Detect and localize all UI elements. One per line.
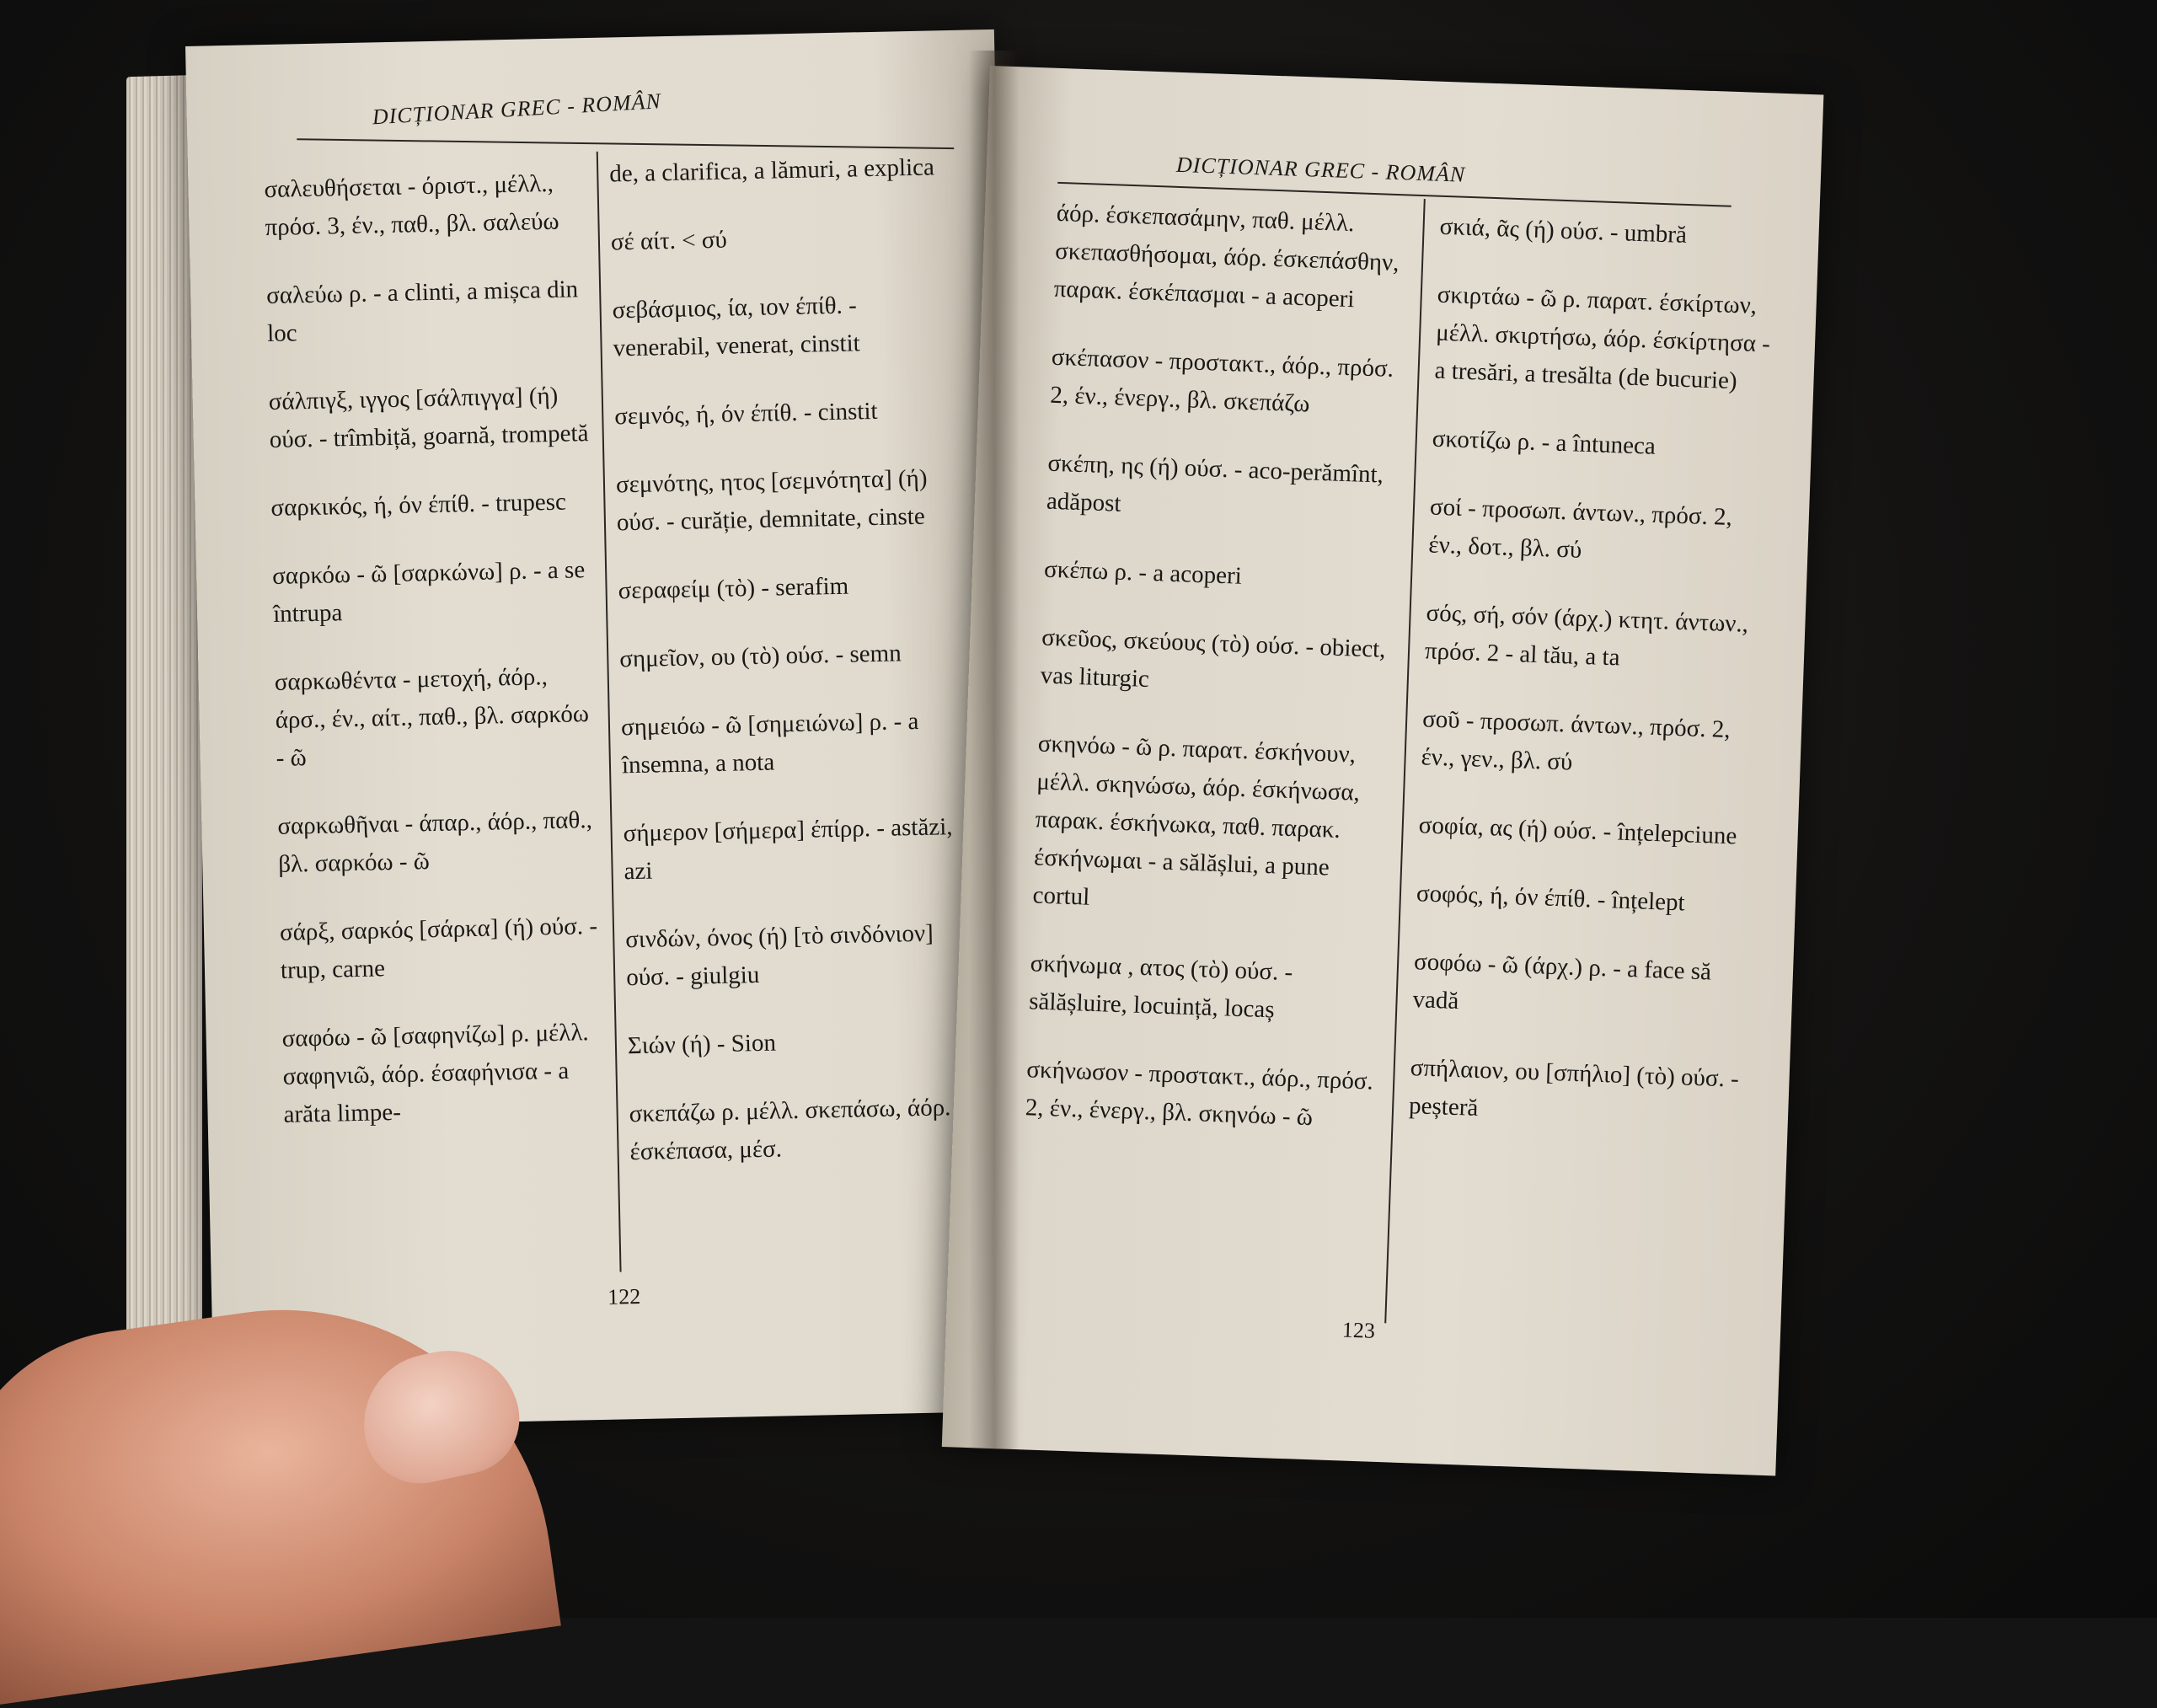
dictionary-entry: σεμνότης, ητος [σεμνότητα] (ή) ούσ. - curăție, demnitate, cinste [615, 464, 928, 537]
dictionary-entry: σκιρτάω - ῶ ρ. παρατ. έσκίρτων, μέλλ. σκιρτήσω, άόρ. έσκίρτησα - a tresări, a tresălta (de bucurie) [1434, 281, 1771, 395]
right-page-column-1 [1024, 195, 1411, 1170]
dictionary-entry: σκήνωσον - προστακτ., άόρ., πρόσ. 2, έν., ένεργ., βλ. σκηνόω - ῶ [1025, 1056, 1374, 1132]
dictionary-entry: σινδών, όνος (ή) [τὸ σινδόνιον] ούσ. - giulgiu [624, 919, 934, 992]
dictionary-entry: σοί - προσωπ. άντων., πρόσ. 2, έν., δοτ., βλ. σύ [1427, 493, 1733, 564]
dictionary-entry: σκέπη, ης (ή) ούσ. - aco-perămînt, adăpost [1046, 449, 1384, 517]
left-page [185, 29, 1023, 1428]
dictionary-entry: σαρκωθῆναι - άπαρ., άόρ., παθ., βλ. σαρκόω - ῶ [277, 806, 593, 878]
dictionary-entry: σέ αίτ. < σύ [610, 226, 728, 256]
dictionary-entry: σεβάσμιος, ία, ιον έπίθ. - venerabil, venerat, cinstit [612, 292, 860, 362]
dictionary-entry: σαρκικός, ή, όν έπίθ. - trupesc [270, 488, 567, 522]
dictionary-entry: Σιών (ή) - Sion [627, 1029, 777, 1060]
dictionary-entry: σοφόω - ῶ (άρχ.) ρ. - a face să vadă [1412, 948, 1712, 1015]
left-page-column-1 [264, 164, 605, 1165]
dictionary-entry: σοῦ - προσωπ. άντων., πρόσ. 2, έν., γεν., βλ. σύ [1421, 705, 1731, 776]
dictionary-entry: σκέπασον - προστακτ., άόρ., πρόσ. 2, έν., ένεργ., βλ. σκεπάζω [1049, 343, 1394, 418]
dictionary-entry: σαλεύω ρ. - a clinti, a mișca din loc [265, 276, 579, 348]
dictionary-entry: σός, σή, σόν (άρχ.) κτητ. άντων., πρόσ. 2 - al tău, a ta [1424, 599, 1749, 672]
dictionary-entry: σκιά, ᾶς (ή) ούσ. - umbră [1439, 212, 1688, 249]
dictionary-entry: άόρ. έσκεπασάμην, παθ. μέλλ. σκεπασθήσομαι, άόρ. έσκεπάσθην, παρακ. έσκέπασμαι - a acoperi [1053, 199, 1400, 313]
left-header-rule [297, 138, 954, 149]
dictionary-entry: de, a clarifica, a lămuri, a explica [608, 153, 935, 188]
dictionary-entry: σκοτίζω ρ. - a întuneca [1432, 425, 1657, 460]
dictionary-entry: σκεῦος, σκεύους (τὸ) ούσ. - obiect, vas liturgic [1040, 624, 1387, 693]
page-number: 123 [1341, 1317, 1376, 1343]
right-page-column-2 [1407, 208, 1777, 1167]
dictionary-entry: σημειόω - ῶ [σημειώνω] ρ. - a însemna, a nota [620, 707, 919, 779]
left-page-header: DICȚIONAR GREC - ROMÂN [372, 88, 662, 130]
right-page-header: DICȚIONAR GREC - ROMÂN [1175, 152, 1466, 187]
book-gutter-shadow [969, 51, 1020, 1449]
dictionary-entry: σαφόω - ῶ [σαφηνίζω] ρ. μέλλ. σαφηνιῶ, άόρ. έσαφήνισα - a arăta limpe- [281, 1019, 589, 1128]
dictionary-entry: σοφός, ή, όν έπίθ. - înțelept [1416, 880, 1686, 917]
dictionary-entry: σάλπιγξ, ιγγος [σάλπιγγα] (ή) ούσ. - trîmbiță, goarnă, trompetă [268, 382, 589, 454]
dictionary-entry: σαλευθήσεται - όριστ., μέλλ., πρόσ. 3, έν., παθ., βλ. σαλεύω [264, 169, 559, 242]
dictionary-entry: σκηνόω - ῶ ρ. παρατ. έσκήνουν, μέλλ. σκηνώσω, άόρ. έσκήνωσα, παρακ. έσκήνωκα, παθ. παρακ. έσκήνωμαι - a sălășlui, a pune cortul [1032, 730, 1361, 911]
dictionary-entry: σοφία, ας (ή) ούσ. - înțelepciune [1418, 811, 1737, 850]
dictionary-entry: σπήλαιον, ου [σπήλιο] (τὸ) ούσ. - peșteră [1408, 1054, 1740, 1122]
dictionary-entry: σάρξ, σαρκός [σάρκα] (ή) ούσ. - trup, carne [279, 912, 598, 984]
dictionary-entry: σκήνωμα , ατος (τὸ) ούσ. - sălășluire, locuință, locaș [1028, 950, 1293, 1024]
dictionary-entry: σαρκωθέντα - μετοχή, άόρ., άρσ., έν., αίτ., παθ., βλ. σαρκόω - ῶ [274, 663, 590, 772]
dictionary-entry: σεραφείμ (τὸ) - serafim [618, 572, 849, 605]
page-number: 122 [607, 1284, 641, 1309]
dictionary-entry: σαρκόω - ῶ [σαρκώνω] ρ. - a se întrupa [271, 556, 586, 628]
dictionary-entry: σημεῖον, ου (τὸ) ούσ. - semn [619, 640, 902, 673]
dictionary-entry: σκέπω ρ. - a acoperi [1043, 555, 1243, 590]
dictionary-entry: σκεπάζω ρ. μέλλ. σκεπάσω, άόρ. έσκέπασα, μέσ. [629, 1094, 951, 1166]
left-page-column-2 [609, 148, 968, 1202]
dictionary-entry: σήμερον [σήμερα] έπίρρ. - astăzi, azi [623, 813, 953, 886]
dictionary-entry: σεμνός, ή, όν έπίθ. - cinstit [613, 397, 878, 431]
right-page [942, 66, 1824, 1476]
